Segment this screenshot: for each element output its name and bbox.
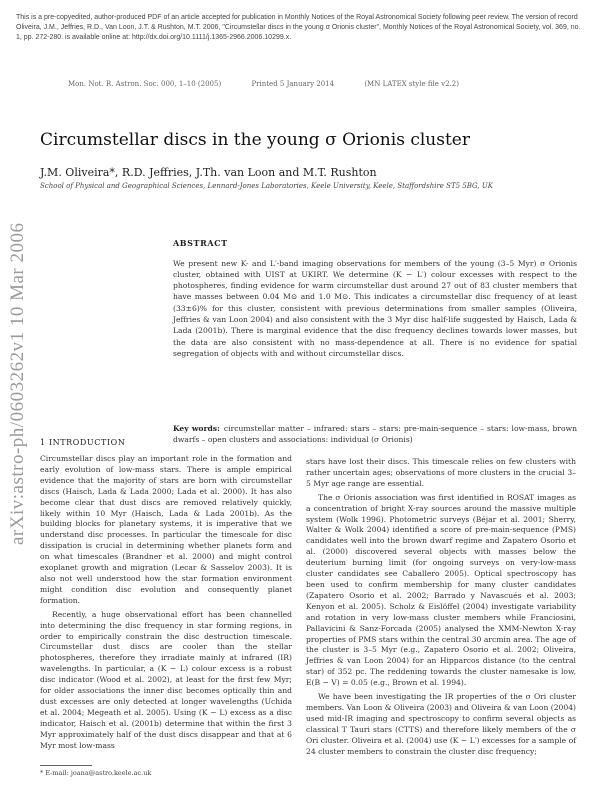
keywords-label: Key words: [173,424,220,433]
paper-title: Circumstellar discs in the young σ Orionis cluster [40,130,470,151]
section-heading-introduction: 1 INTRODUCTION [40,438,126,447]
intro-paragraph-1: Circumstellar discs play an important role in the formation and early evolution of low-mass stars. There is ample empirical evidence that the majority of stars are born with circumstellar discs (Haisch, Lada & Lada 2000; Lada et al. 2000). It has also become clear that dust discs are removed relatively quickly, likely within 10 Myr (Haisch, Lada & Lada 2001b). As the building blocks for planetary systems, it is imperative that we understand disc processes. In particular the timescale for disc dissipation is crucial in determining whether planets form and on what timescales (Brandner et al. 2000) and might control exoplanet growth and migration (Lecar & Sasselov 2003). It is also not well understood how the star formation environment might condition disc evolution and consequently planet formation. [40,454,292,605]
intro-paragraph-5: We have been investigating the IR properties of the σ Ori cluster members. Van Loon & Oliveira (2003) and Oliveira & van Loon (2004) used mid-IR imaging and spectroscopy to confirm several objects as classical T Tauri stars (CTTS) and therefore likely members of the σ Ori cluster. Oliveira et al. (2004) use (K − L′) excesses for a sample of 24 cluster members to constrain the cluster disc frequency; [306,692,577,756]
keywords-text: circumstellar matter – infrared: stars – stars: pre-main-sequence – stars: low-mass, brown dwarfs – open clusters and associations: individual (σ Orionis) [173,424,577,445]
footnote-email: * E-mail: joana@astro.keele.ac.uk [40,769,152,777]
right-column [306,457,576,757]
abstract-heading: ABSTRACT [173,238,228,248]
intro-paragraph-4: The σ Orionis association was first identified in ROSAT images as a concentration of bright X-ray sources around the massive multiple system (Wolk 1996). Photometric surveys (Béjar et al. 2001; Sherry, Walter & Wolk 2004) identified a score of pre-main-sequence (PMS) candidates well into the brown dwarf regime and Zapatero Osorio et al. (2000) discovered several objects with masses below the deuterium burning limit (for ongoing surveys on very-low-mass cluster candidates see Caballero 2005). Optical spectroscopy has been used to confirm membership for many cluster candidates (Zapatero Osorio et al. 2002; Barrado y Navascués et al. 2003; Kenyon et al. 2005). Scholz & Eislöffel (2004) investigate variability and rotation in very low-mass cluster members while Franciosini, Pallavicini & Sanz-Forcada (2005) analysed the XMM-Newton X-ray properties of PMS stars within the central 30 arcmin area. The age of the cluster is 3–5 Myr (e.g., Zapatero Osorio et al. 2002; Oliveira, Jeffries & van Loon 2004) for an Hipparcos distance (to the central star) of 352 pc. The reddening towards the cluster namesake is low, E(B − V) = 0.05 (e.g., Brown et al. 1994). [306,492,576,688]
style-file-note: (MN LATEX style file v2.2) [364,80,459,88]
prepublication-notice: This is a pre-copyedited, author-produced PDF of an article accepted for publication in Monthly Notices of the Royal Astronomical Society following peer review. The version of record Oliveira, J.M., Jeffries, R.D., Van Loon, J.T. & Rushton, M.T. 2006, "Circumstellar discs in the young σ Orionis cluster", Monthly Notices of the Royal Astronomical Society, vol. 369, no. 1, pp. 272-280. is available online at: http://dx.doi.org/10.1111/j.1365-2966.2006.10299.x. [16,14,581,41]
journal-citation: Mon. Not. R. Astron. Soc. 000, 1–10 (2005) [68,80,222,88]
author-affiliation: School of Physical and Geographical Sciences, Lennard-Jones Laboratories, Keele University, Keele, Staffordshire ST5 5BG, UK [40,182,493,190]
abstract-text: We present new K- and L′-band imaging observations for members of the young (3–5 Myr) σ Orionis cluster, obtained with UIST at UKIRT. We determine (K − L′) colour excesses with respect to the photospheres, finding evidence for warm circumstellar dust around 27 out of 83 cluster members that have masses between 0.04 M⊙ and 1.0 M⊙. This indicates a circumstellar disc frequency of at least (33±6)% for this cluster, consistent with previous determinations from smaller samples (Oliveira, Jeffries & van Loon 2004) and also consistent with the 3 Myr disc half-life suggested by Haisch, Lada & Lada (2001b). There is marginal evidence that the disc frequency declines towards lower masses, but the data are also consistent with no mass-dependence at all. There is no evidence for spatial segregation of objects with and without circumstellar discs. [173,258,577,358]
left-column [40,432,292,751]
intro-paragraph-2: Recently, a huge observational effort has been channelled into determining the disc frequency in star forming regions, in order to empirically constrain the disc destruction timescale. Circumstellar dust discs are cooler than the stellar photospheres, therefore they irradiate mainly at infrared (IR) wavelengths. In particular, a (K − L) colour excess is a robust disc indicator (Wood et al. 2002), at least for the first few Myr; for older associations the inner disc becomes optically thin and dust excesses are only detected at longer wavelengths (Uchida et al. 2004; Megeath et al. 2005). Using (K − L) excess as a disc indicator, Haisch et al. (2001b) determine that within the first 3 Myr approximately half of the dust discs disappear and that at 6 Myr most low-mass [40,609,292,750]
arxiv-identifier-stamp[interactable]: arXiv:astro-ph/0603262v1 10 Mar 2006 [7,222,28,545]
author-list: J.M. Oliveira*, R.D. Jeffries, J.Th. van Loon and M.T. Rushton [40,166,377,179]
intro-paragraph-3: stars have lost their discs. This timescale relies on few clusters with rather uncertain ages; observations of more clusters in the crucial 3–5 Myr age range are essential. [306,457,576,488]
print-date: Printed 5 January 2014 [251,80,335,88]
running-header [68,80,588,88]
footnote-rule [40,765,92,766]
